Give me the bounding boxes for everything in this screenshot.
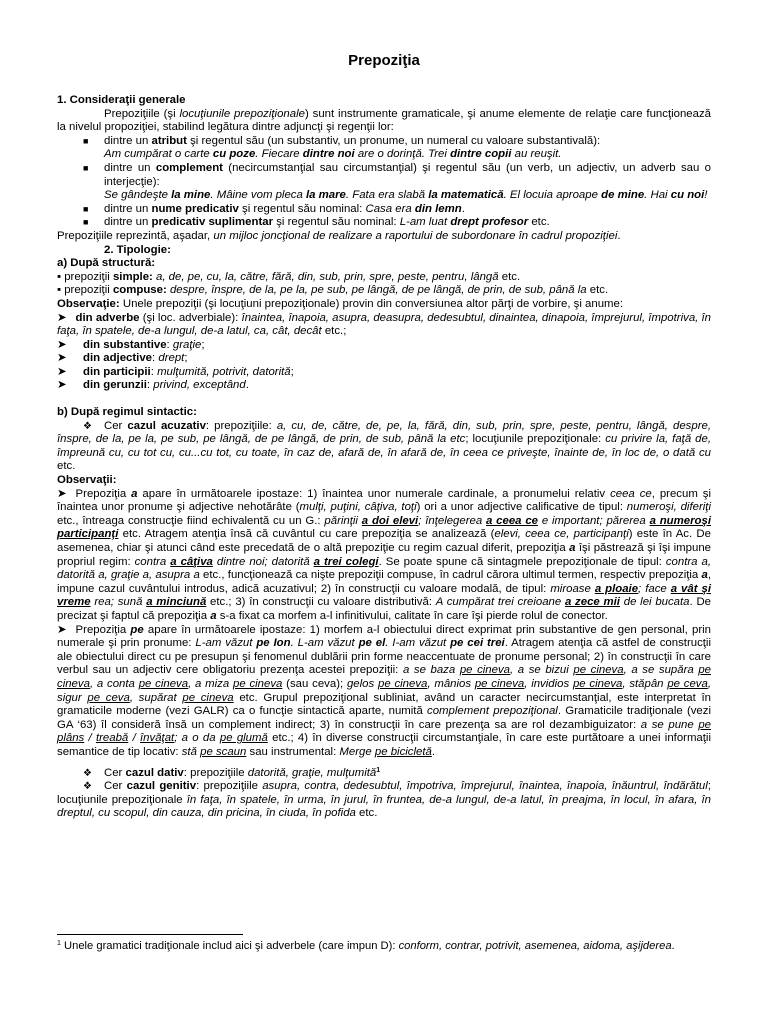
list-item: ➤ din gerunzii: privind, exceptând.: [57, 379, 249, 392]
arrow-bullet-icon: ➤: [57, 338, 67, 351]
footnote-number: 1: [57, 940, 61, 947]
footnote-marker: 1: [376, 766, 381, 774]
observations-heading: Observaţii:: [57, 474, 117, 487]
arrow-bullet-icon: ➤: [57, 311, 67, 324]
observation: Observaţie: Unele prepoziţii (şi locuţiuni prepoziţionale) provin din conversiunea altor părţi de vorbire, şi anume:: [57, 297, 624, 310]
arrow-bullet-icon: ➤: [57, 365, 67, 378]
section-heading-2: 2. Tipologie:: [104, 243, 171, 256]
section-heading-1: 1. Consideraţii generale: [57, 94, 186, 106]
footnote-separator: [57, 934, 243, 935]
genitive-paragraph: ❖ Cer cazul genitiv: prepoziţiile asupra, contra, dedesubtul, împotriva, împrejurul, înaintea, înapoia, înăuntrul, îndărătul; locuţiunile prepoziţionale în faţa, în spatele, în urma, în jurul, în fruntea, de-a lungul, de-a latul, în preajma, în locul, în afara, în dreptul, cu scopul, din cauza, din pricina, în ciuda, în pofida etc.: [57, 780, 711, 820]
diamond-bullet-icon: ❖: [83, 420, 92, 432]
diamond-bullet-icon: ❖: [83, 767, 92, 779]
spacer: [57, 393, 711, 406]
list-item: ➤ din participii: mulţumită, potrivit, datorită;: [57, 365, 294, 378]
subsection-heading-b: b) După regimul sintactic:: [57, 406, 197, 419]
arrow-bullet-icon: ➤: [57, 379, 67, 392]
page-title: Prepoziţia: [348, 52, 420, 69]
square-bullet-icon: ■: [83, 203, 89, 214]
subsection-heading-a: a) După structură:: [57, 257, 156, 270]
footnote: $^1$ Unele gramatici tradiţionale includ aici şi adverbele (care impun D): conform, contrar, potrivit, asemenea, aidoma, aşijderea.: [57, 940, 675, 952]
square-bullet-icon: ■: [83, 162, 89, 173]
arrow-bullet-icon: ➤: [57, 623, 67, 636]
dative-paragraph: ❖ Cer cazul dativ: prepoziţiile datorită, graţie, mulţumită$^1$: [83, 766, 381, 779]
spacer: [57, 760, 711, 767]
preposition-pe-paragraph: ➤ Prepoziţia pe apare în următoarele ipostaze: 1) morfem a-l obiectului direct exprimat prin substantive de gen personal, prin numerale şi prin pronume: L-am văzut pe Ion. L-am văzut pe el. I-am văzut pe cei trei. Atragem atenţia că astfel de construcţii ale obiectului direct cu pe presupun şi fenomenul dublării prin forme neaccentuate de pronume personal; 2) în construcţii în care verbul sau un adjectiv cere obligatoriu prezenţa acestei prepoziţii: a se baza pe cineva, a se bizui pe cineva, a se supăra pe cineva, a conta pe cineva, a miza pe cineva (sau ceva); gelos pe cineva, mânios pe cineva, invidios pe cineva, stăpân pe ceva, sigur pe ceva, supărat pe cineva etc. Grupul prepoziţional subliniat, având un caracter necircumstanţial, este interpretat în gramaticile moderne (vezi GALR) ca o funcţie sintactică aparte, numită complement prepoziţional. Gramaticile tradiţionale (vezi GA ‘63) îl consideră însă un complement indirect; 3) în construcţii în care prezenţa sa are rol dezambiguizator: a se pune pe plâns / treabă / învăţat; a o da pe glumă etc.; 4) în diverse construcţii circumstanţiale, în care este purtătoare a unei informaţii semantice de tip locativ: stă pe scaun sau instrumental: Merge pe bicicletă.: [57, 623, 712, 758]
list-item: ➤ din adverbe (şi loc. adverbiale): înaintea, înapoia, asupra, deasupra, dedesubtul, dinaintea, dinapoia, împrejurul, împotriva, în faţa, în spatele, de-a lungul, de-a latul, ca, cât, decât etc.;: [57, 311, 712, 338]
arrow-bullet-icon: ➤: [57, 487, 67, 500]
s1-intro: Prepoziţiile (şi locuţiunile prepoziţionale) sunt instrumente gramaticale, şi anume elemente de relaţie care funcţionează la nivelul propoziţiei, stabilind legătura dintre adjuncţi şi regenţii lor:: [57, 107, 712, 134]
compound-prepositions: ▪ prepoziţii compuse: despre, înspre, de la, pe la, pe sub, pe lângă, de pe lângă, de prin, de sub, până la etc.: [57, 284, 609, 297]
list-item: ■ dintre un predicativ suplimentar şi regentul său nominal: L-am luat drept profesor etc.: [83, 216, 550, 229]
square-bullet-icon: ■: [83, 135, 89, 146]
list-item: ■ dintre un complement (necircumstanţial sau circumstanţial) şi regentul său (un verb, un adjectiv, un adverb sau o interjecţie): Se gândeşte la mine. Mâine vom pleca la mare. Fata era slabă la matematică. El locuia aproape de mine. Hai cu noi!: [83, 161, 711, 202]
list-item: ➤ din substantive: graţie;: [57, 338, 205, 351]
simple-prepositions: ▪ prepoziţii simple: a, de, pe, cu, la, către, fără, din, sub, prin, spre, peste, pentru, lângă etc.: [57, 270, 521, 283]
list-item: ■ dintre un nume predicativ şi regentul său nominal: Casa era din lemn.: [83, 202, 465, 215]
accusative-paragraph: ❖ Cer cazul acuzativ: prepoziţiile: a, cu, de, către, de, pe, la, fără, din, sub, prin, spre, peste, pentru, lângă, despre, înspre, de la, pe la, pe sub, pe lângă, de pe lângă, de prin, de sub, până la etc; locuţiunile prepoziţionale: cu privire la, faţă de, împreună cu, cu tot cu, cu...cu tot, cu toate, în caz de, afară de, în afară de, în ceea ce priveşte, înainte de, în loc de, o dată cu etc.: [57, 419, 712, 473]
list-item: ➤ din adjective: drept;: [57, 352, 188, 365]
preposition-a-paragraph: ➤ Prepoziţia a apare în următoarele ipostaze: 1) înaintea unor numerale cardinale, a pronumelui relativ ceea ce, precum şi înaintea unor pronume şi adjective nehotărâte (mulţi, puţini, câţiva, toţi) ori a unor adjective calificative de tipul: numeroşi, diferiţi etc., întreaga construcţie fiind echivalentă cu un G.: părinţii a doi elevi; înţelegerea a ceea ce e important; părerea a numeroşi participanţi etc. Atragem atenţia însă că cuvântul cu care prepoziţia se analizează (elevi, ceea ce, participanţi) este în Ac. De asemenea, chiar şi atunci când este precedată de o altă prepoziţie cu regim cazual diferit, prepoziţia a îşi păstrează şi îşi impune propriul regim: contra a câţiva dintre noi; datorită a trei colegi. Se poate spune că sintagmele prepoziţionale de tipul: contra a, datorită a, graţie a, asupra a etc., funcţionează ca nişte prepoziţii compuse, în cadrul cărora ultimul termen, respectiv prepoziţia a, impune cazul cuvântului introdus, adică acuzativul; 2) în construcţii cu valoare modală, de tipul: miroase a ploaie; face a vât şi vreme rea; sună a minciună etc.; 3) în construcţii cu valoare distributivă: A cumpărat trei creioane a zece mii de lei bucata. De precizat şi faptul că prepoziţia a s-a fixat ca morfem a-l infinitivului, calitate în care îşi pierde rolul de conector.: [57, 487, 712, 622]
example-text: Am cumpărat o carte cu poze. Fiecare dintre noi are o dorinţă. Trei dintre copii au reuşit.: [104, 148, 562, 161]
arrow-bullet-icon: ➤: [57, 352, 67, 365]
example-text: Se gândeşte la mine. Mâine vom pleca la mare. Fata era slabă la matematică. El locuia aproape de mine. Hai cu noi!: [104, 189, 708, 202]
list-item: ■ dintre un atribut şi regentul său (un substantiv, un pronume, un numeral cu valoare substantivală): Am cumpărat o carte cu poze. Fiecare dintre noi are o dorinţă. Trei dintre copii au reuşit.: [83, 134, 601, 161]
square-bullet-icon: ■: [83, 217, 89, 228]
diamond-bullet-icon: ❖: [83, 781, 92, 793]
s1-bullet-list: [57, 135, 711, 230]
s1-conclusion: Prepoziţiile reprezintă, aşadar, un mijloc joncţional de realizare a raportului de subordonare în cadrul propoziţiei.: [57, 229, 621, 242]
